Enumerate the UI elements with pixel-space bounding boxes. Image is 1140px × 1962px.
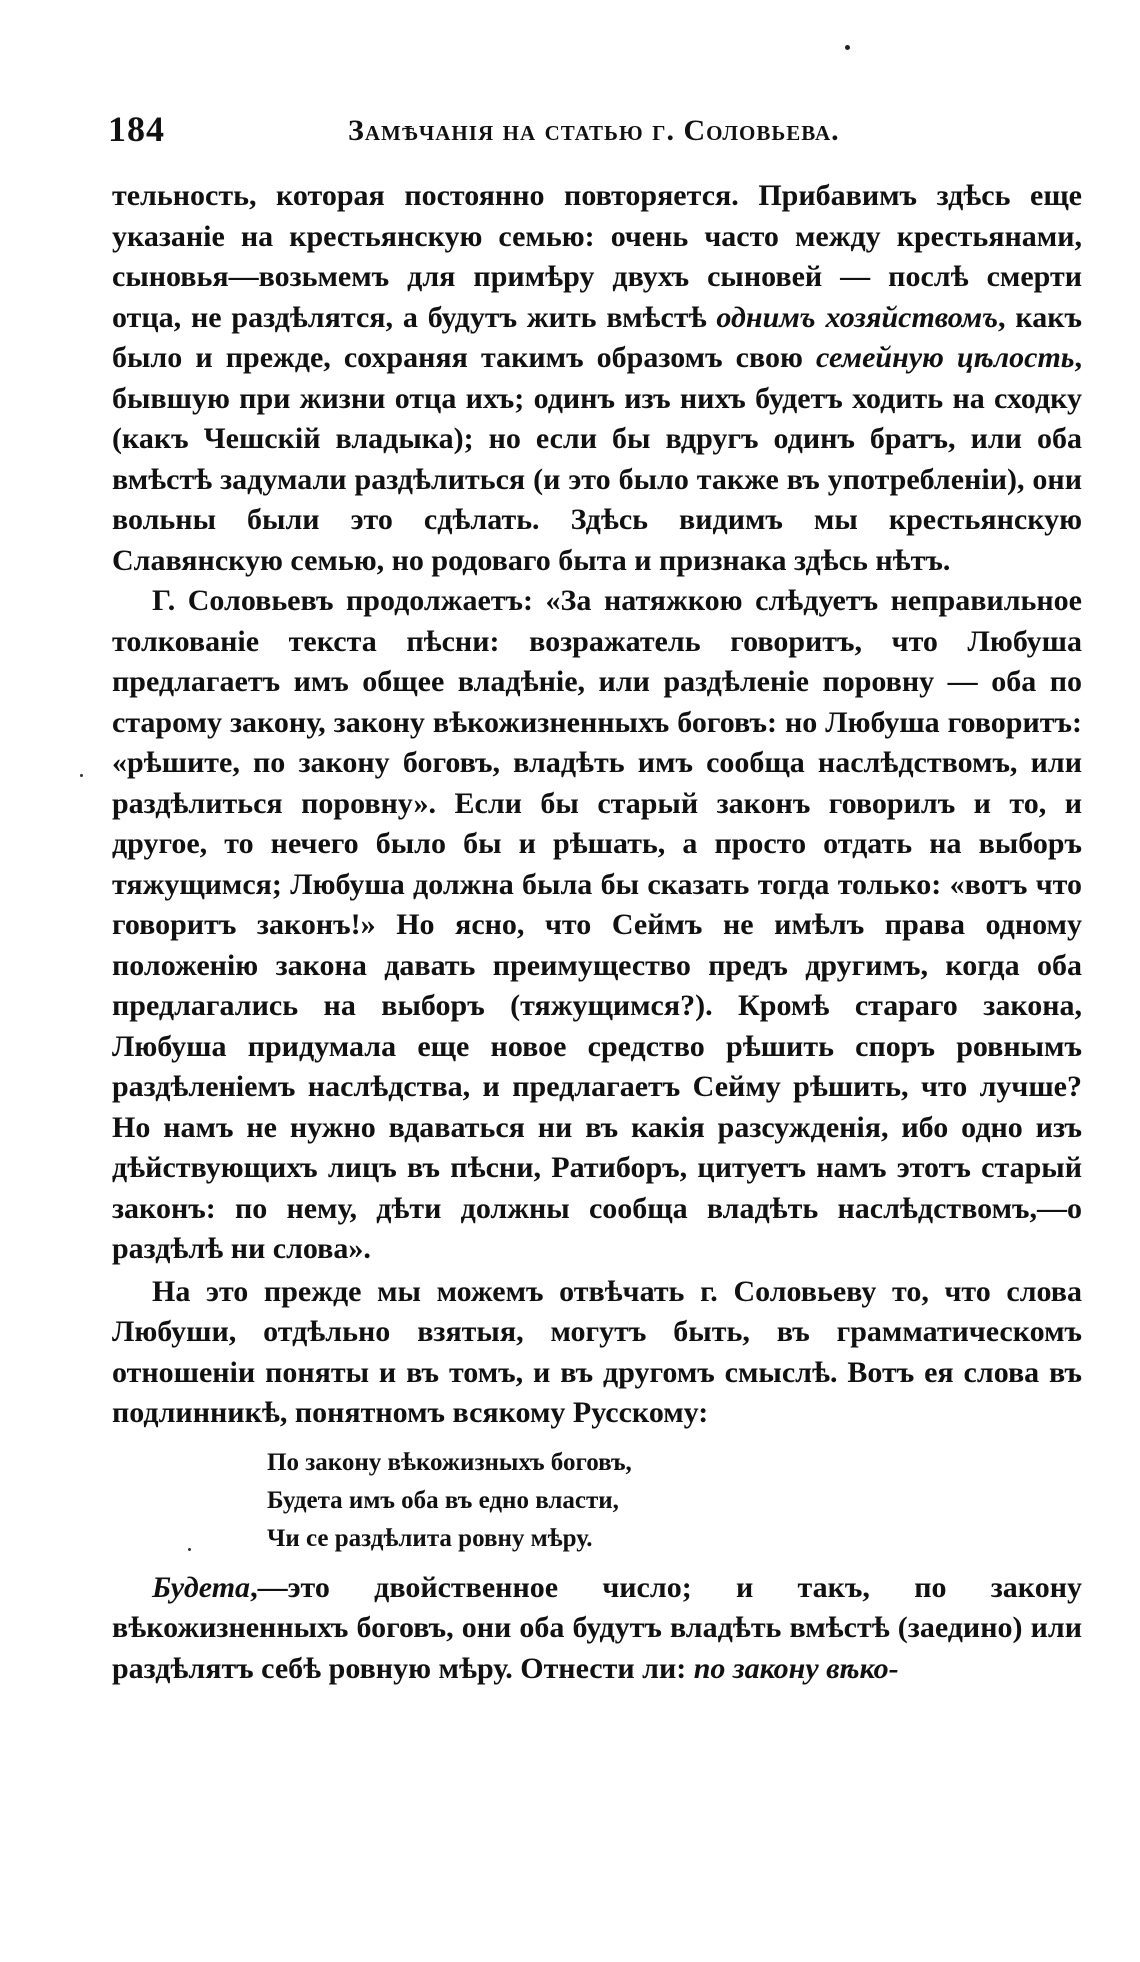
margin-mark <box>80 774 83 777</box>
italic-phrase: семейную цѣлость <box>816 341 1075 374</box>
paragraph <box>112 176 1082 581</box>
paragraph-text: , бывшую при жизни отца ихъ; одинъ изъ нихъ будетъ ходить на сходку (какъ Чешскій владыка); но если бы вдругъ одинъ братъ, или оба вмѣстѣ задумали раздѣлиться (и это было также въ употребленіи), они вольны были это сдѣлать. Здѣсь видимъ мы крестьянскую Славянскую семью, но родоваго быта и признака здѣсь нѣтъ. <box>112 341 1082 577</box>
paragraph-text: , какъ было и прежде, сохраняя такимъ образомъ свою <box>112 300 1082 374</box>
italic-phrase: Будета <box>152 1570 251 1604</box>
page-body <box>112 176 1082 1689</box>
verse-line: Чи се раздѣлита ровну мѣру. <box>267 1524 593 1552</box>
italic-phrase: однимъ хозяйствомъ <box>716 300 999 334</box>
running-head: Замѣчанія на статью г. Соловьева. <box>348 114 840 147</box>
paragraph <box>112 1568 1082 1690</box>
page-number: 184 <box>108 109 165 149</box>
verse-line: Будета имъ оба въ едно власти, <box>267 1486 619 1514</box>
verse-line: По закону вѣкожизныхъ боговъ, <box>267 1448 632 1476</box>
paragraph-text: тельность, которая постоянно повторяется. Прибавимъ здѣсь еще указаніе на крестьянскую семью: очень часто между крестьянами, сыновья—возьмемъ для примѣру двухъ сыновей — послѣ смерти отца, не раздѣлятся, а будутъ жить вмѣстѣ <box>112 179 1082 334</box>
ink-speck <box>845 45 850 50</box>
paragraph-text: ,—это двойственное число; и такъ, по закону вѣкожизненныхъ боговъ, они оба будутъ владѣть вмѣстѣ (заедино) или раздѣлятъ себѣ ровную мѣру. Отнести ли: <box>112 1570 1082 1685</box>
paragraph: На это прежде мы можемъ отвѣчать г. Соловьеву то, что слова Любуши, отдѣльно взятыя, могутъ быть, въ грамматическомъ отношеніи поняты и въ томъ, и въ другомъ смыслѣ. Вотъ ея слова въ подлинникѣ, понятномъ всякому Русскому: <box>112 1274 1082 1429</box>
page-header <box>108 108 1080 160</box>
paragraph: Г. Соловьевъ продолжаетъ: «За натяжкою слѣдуетъ неправильное толкованіе текста пѣсни: возражатель говоритъ, что Любуша предлагаетъ имъ общее владѣніе, или раздѣленіе поровну — оба по старому закону, закону вѣкожизненныхъ боговъ: но Любуша говоритъ: «рѣшите, по закону боговъ, владѣть имъ сообща наслѣдствомъ, или раздѣлиться поровну». Если бы старый законъ говорилъ и то, и другое, то нечего было бы и рѣшать, а просто отдать на выборъ тяжущимся; Любуша должна была бы сказать тогда только: «вотъ что говоритъ законъ!» Но ясно, что Сеймъ не имѣлъ права одному положенію закона давать преимущество предъ другимъ, когда оба предлагались на выборъ (тяжущимся?). Кромѣ стараго закона, Любуша придумала еще новое средство рѣшить споръ ровнымъ раздѣленіемъ наслѣдства, и предлагаетъ Сейму рѣшить, что лучше? Но намъ не нужно вдаваться ни въ какія разсужденія, ибо одно изъ дѣйствующихъ лицъ въ пѣсни, Ратиборъ, цитуетъ намъ этотъ старый законъ: по нему, дѣти должны сообща владѣть наслѣдствомъ,—о раздѣлѣ ни слова». <box>112 584 1082 1265</box>
italic-phrase: по закону вѣко- <box>693 1651 899 1685</box>
verse-quote <box>267 1444 1082 1558</box>
